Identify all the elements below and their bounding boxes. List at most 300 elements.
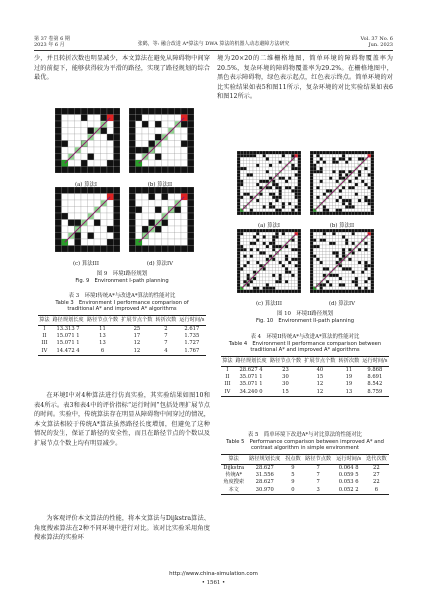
grid-cell [250,229,253,232]
grid-cell [371,261,374,264]
grid-cell [288,193,291,196]
grid-cell [279,157,282,160]
grid-cell [352,267,355,270]
grid-cell [364,202,367,205]
grid-cell [175,141,182,148]
grid-cell [285,180,288,183]
grid-cell [358,229,361,232]
grid-cell [295,193,298,196]
grid-cell [81,200,88,207]
grid-cell [332,274,335,277]
grid-cell [295,267,298,270]
table5-cell: 0.064 8 [338,464,359,471]
grid-cell [275,283,278,286]
grid-cell [269,199,272,202]
fig10-sub-d: (d) 算法IV [328,301,356,307]
grid-cell [266,196,269,199]
grid-cell [269,283,272,286]
grid-cell [75,121,82,128]
grid-cell [188,213,195,220]
grid-cell [155,226,162,233]
table3-cell: 12 [120,348,154,356]
grid-cell [75,134,82,141]
grid-cell [316,161,319,164]
grid-cell [336,167,339,170]
grid-cell [282,157,285,160]
table5-cell: 0.059 5 [338,472,359,478]
grid-cell [285,277,288,280]
grid-cell [361,267,364,270]
grid-cell [250,167,253,170]
grid-cell [129,147,136,154]
grid-cell [310,274,313,277]
grid-cell [68,141,75,148]
grid-cell [279,193,282,196]
grid-cell [361,202,364,205]
grid-cell [352,280,355,283]
grid-cell [342,157,345,160]
grid-cell [352,283,355,286]
fig10c-grid [237,229,301,293]
grid-cell [188,226,195,233]
grid-cell [336,235,339,238]
grid-cell [272,205,275,208]
grid-cell [263,151,266,154]
grid-cell [298,170,301,173]
grid-cell [332,202,335,205]
grid-cell [88,200,95,207]
grid-cell [250,245,253,248]
grid-cell [263,239,266,242]
grid-cell [55,154,62,161]
grid-cell [282,164,285,167]
grid-cell [291,205,294,208]
grid-cell [326,258,329,261]
grid-cell [250,180,253,183]
grid-cell [282,173,285,176]
grid-cell [368,277,371,280]
grid-cell [361,212,364,215]
grid-cell [364,199,367,202]
grid-cell [329,212,332,215]
grid-cell [142,194,149,201]
grid-cell [253,167,256,170]
table3-cell: 13 [99,340,106,347]
grid-cell [243,232,246,235]
grid-cell [272,277,275,280]
grid-cell [259,212,262,215]
grid-cell [295,199,298,202]
grid-cell [323,274,326,277]
grid-cell [316,164,319,167]
grid-cell [266,173,269,176]
grid-cell [88,121,95,128]
grid-cell [295,235,298,238]
grid-cell [323,248,326,251]
grid-cell [175,167,182,174]
grid-cell [285,199,288,202]
table4-header-cell: 路径节点个数 [268,357,302,367]
grid-cell [282,183,285,186]
grid-cell [175,207,182,214]
grid-cell [332,205,335,208]
grid-cell [253,229,256,232]
grid-cell [368,205,371,208]
grid-cell [336,255,339,258]
grid-cell [291,154,294,157]
grid-cell [316,183,319,186]
grid-cell [368,180,371,183]
grid-cell [149,167,156,174]
grid-cell [272,271,275,274]
table4-cell: II [225,374,230,380]
grid-cell [355,248,358,251]
grid-cell [298,287,301,290]
table-3 [38,315,206,356]
grid-cell [247,239,250,242]
grid-cell [266,205,269,208]
table3-cell: 11 [99,325,106,332]
grid-cell [282,209,285,212]
grid-cell [291,193,294,196]
grid-cell [342,232,345,235]
grid-cell [243,180,246,183]
grid-cell [355,287,358,290]
grid-cell [361,235,364,238]
grid-cell [348,239,351,242]
grid-cell [81,226,88,233]
grid-cell [361,287,364,290]
grid-cell [247,151,250,154]
grid-cell [149,128,156,135]
grid-cell [175,246,182,253]
table-row [221,464,389,472]
grid-cell [316,264,319,267]
grid-cell [162,160,169,167]
table3-caption-zh: 表 3 环境I传统A*与改进A*算法的性能对比 [68,293,176,299]
grid-cell [348,170,351,173]
grid-cell [243,274,246,277]
grid-cell [326,199,329,202]
table4-cell: 11 [345,366,353,373]
grid-cell [259,274,262,277]
grid-cell [310,183,313,186]
grid-cell [348,261,351,264]
grid-cell [269,196,272,199]
grid-cell [310,283,313,286]
fig10d-grid [310,229,374,293]
grid-cell [364,261,367,264]
grid-cell [188,147,195,154]
table-row [38,340,206,347]
grid-cell [288,258,291,261]
grid-cell [272,167,275,170]
grid-cell [332,248,335,251]
grid-cell [371,242,374,245]
grid-cell [329,274,332,277]
grid-cell [291,196,294,199]
grid-cell [336,239,339,242]
grid-cell [332,271,335,274]
grid-cell [320,229,323,232]
grid-cell [285,229,288,232]
grid-cell [355,202,358,205]
grid-cell [240,151,243,154]
grid-cell [313,267,316,270]
grid-cell [364,283,367,286]
grid-cell [320,199,323,202]
grid-cell [88,147,95,154]
grid-cell [348,287,351,290]
grid-cell [285,239,288,242]
grid-cell [68,147,75,154]
grid-cell [342,261,345,264]
grid-cell [326,235,329,238]
grid-cell [361,264,364,267]
grid-cell [342,235,345,238]
grid-cell [263,212,266,215]
grid-cell [240,258,243,261]
grid-cell [269,280,272,283]
grid-cell [175,147,182,154]
grid-cell [279,251,282,254]
grid-cell [358,167,361,170]
grid-cell [326,161,329,164]
grid-cell [332,177,335,180]
grid-cell [364,164,367,167]
grid-cell [355,258,358,261]
grid-cell [250,157,253,160]
grid-cell [310,199,313,202]
grid-cell [250,186,253,189]
grid-cell [295,205,298,208]
grid-cell [168,194,175,201]
grid-cell [129,239,136,246]
grid-cell [368,245,371,248]
grid-cell [237,164,240,167]
grid-cell [345,258,348,261]
grid-cell [275,248,278,251]
grid-cell [55,167,62,174]
grid-cell [237,271,240,274]
grid-cell [295,290,298,293]
grid-cell [329,164,332,167]
grid-cell [352,151,355,154]
grid-cell [240,164,243,167]
grid-cell [339,209,342,212]
grid-cell [155,154,162,161]
grid-cell [142,108,149,115]
grid-cell [291,186,294,189]
grid-cell [272,280,275,283]
grid-cell [259,180,262,183]
grid-cell [256,242,259,245]
grid-cell [323,186,326,189]
grid-cell [68,200,75,207]
grid-cell [316,245,319,248]
grid-cell [371,164,374,167]
grid-cell [310,186,313,189]
grid-cell [371,248,374,251]
table3-header-cell: 路径规划长度 [51,316,85,326]
grid-cell [291,255,294,258]
grid-cell [142,121,149,128]
grid-cell [272,251,275,254]
grid-cell [94,239,101,246]
grid-cell [310,180,313,183]
grid-cell [320,239,323,242]
grid-cell [295,255,298,258]
grid-cell [275,189,278,192]
grid-cell [310,248,313,251]
grid-cell [364,154,367,157]
grid-cell [371,287,374,290]
grid-cell [266,232,269,235]
grid-cell [320,173,323,176]
grid-cell [348,164,351,167]
grid-cell [313,248,316,251]
grid-cell [358,170,361,173]
grid-cell [256,290,259,293]
grid-cell [345,274,348,277]
grid-cell [247,189,250,192]
grid-cell [243,235,246,238]
grid-cell [269,287,272,290]
grid-cell [364,170,367,173]
grid-cell [75,239,82,246]
grid-cell [358,205,361,208]
grid-cell [348,264,351,267]
grid-cell [250,261,253,264]
grid-cell [371,161,374,164]
grid-cell [68,207,75,214]
grid-cell [320,251,323,254]
grid-cell [352,277,355,280]
grid-cell [259,242,262,245]
table5-cell: 27 [373,472,380,478]
grid-cell [181,226,188,233]
grid-cell [253,170,256,173]
grid-cell [329,267,332,270]
grid-cell [371,274,374,277]
grid-cell [259,167,262,170]
table3-cell: 13.313 7 [56,325,80,332]
table5-header-cell: 路径规划长度 [246,455,283,465]
grid-cell [358,255,361,258]
grid-cell [364,212,367,215]
grid-cell [243,196,246,199]
table5-cell: 角度搜索 [223,479,245,486]
grid-cell [162,207,169,214]
grid-cell [243,157,246,160]
grid-cell [371,180,374,183]
table4-cell: 8.691 [367,374,383,380]
grid-cell [247,154,250,157]
grid-cell [188,220,195,227]
grid-cell [279,186,282,189]
grid-cell [285,161,288,164]
table-row [38,325,206,333]
grid-cell [364,248,367,251]
grid-cell [256,154,259,157]
grid-cell [253,280,256,283]
grid-cell [316,170,319,173]
grid-cell [371,170,374,173]
grid-cell [243,209,246,212]
grid-cell [263,280,266,283]
grid-cell [101,220,108,227]
grid-cell [75,200,82,207]
grid-cell [266,199,269,202]
grid-cell [266,167,269,170]
grid-cell [237,232,240,235]
grid-cell [237,235,240,238]
grid-cell [310,255,313,258]
grid-cell [310,280,313,283]
grid-cell [316,290,319,293]
grid-cell [168,121,175,128]
grid-cell [272,170,275,173]
grid-cell [259,277,262,280]
fig9-sub-d: (d) 算法IV [146,261,174,267]
table5-cell: 7 [316,464,320,471]
grid-cell [361,261,364,264]
grid-cell [55,160,62,167]
grid-cell [326,264,329,267]
grid-cell [323,157,326,160]
grid-cell [272,183,275,186]
grid-cell [250,173,253,176]
grid-cell [114,134,121,141]
grid-cell [339,251,342,254]
grid-cell [355,209,358,212]
footer-url[interactable]: http://www.china-simulation.com [169,571,258,577]
grid-cell [149,141,156,148]
grid-cell [263,232,266,235]
grid-cell [332,183,335,186]
grid-cell [336,261,339,264]
grid-cell [279,258,282,261]
grid-cell [326,180,329,183]
grid-cell [250,170,253,173]
grid-cell [266,267,269,270]
grid-cell [253,258,256,261]
grid-cell [240,280,243,283]
grid-cell [275,164,278,167]
table-row [221,487,389,495]
grid-cell [329,154,332,157]
grid-cell [329,170,332,173]
grid-cell [295,167,298,170]
grid-cell [316,248,319,251]
grid-cell [101,226,108,233]
grid-cell [62,108,69,115]
grid-cell [342,229,345,232]
grid-cell [243,290,246,293]
grid-cell [62,128,69,135]
grid-cell [75,154,82,161]
grid-cell [371,232,374,235]
grid-cell [263,189,266,192]
grid-cell [263,271,266,274]
grid-cell [256,164,259,167]
table5-header-cell: 路径节点数 [303,455,334,465]
grid-cell [253,180,256,183]
grid-cell [175,239,182,246]
grid-cell [266,271,269,274]
grid-cell [175,213,182,220]
grid-cell [342,193,345,196]
